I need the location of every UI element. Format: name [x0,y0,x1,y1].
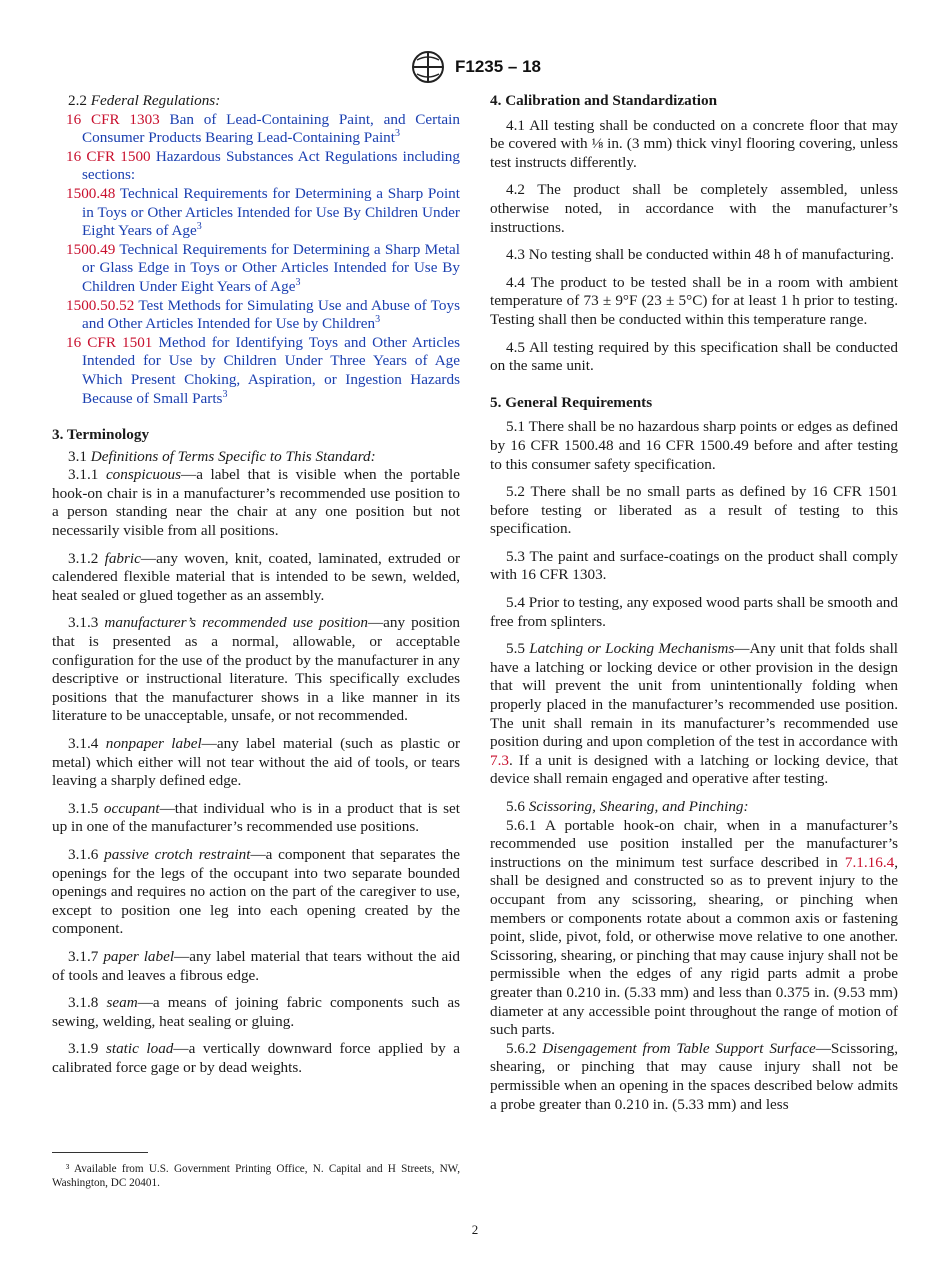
paragraph-4-4: 4.4 The product to be tested shall be in a room with ambient temperature of 73 ± 9°F (23 ± 5°C) for at least 1 h prior to testing. Testing shall then be conducted within this temperature range. [490,273,898,328]
section-3-1: 3.1 Definitions of Terms Specific to This Standard: [68,447,376,465]
definition-item: 3.1.5 occupant—that individual who is in a product that is set up in one of the manufacturer’s recommended use positions. [52,799,461,836]
definition-item: 3.1.9 static load—a vertically downward force applied by a calibrated force gage or by dead weights. [52,1040,460,1076]
paragraph-5-6-1: 5.6.1 A portable hook-on chair, when in a manufacturer’s recommended use position installed per the manufacturer’s instructions on the minimum test surface described in 7.1.16.4, shall be designed and constructed so as to prevent injury to the occupant from any scissoring, shearing, or pinching when members or components rotate about a common axis or fastening point, slide, pivot, fold, or otherwise move relative to one another. Scissoring, shearing, or pinching that may cause injury shall not be permissible when the edges of any rigid parts admit a probe greater than 0.210 in. (5.33 mm) and less than 0.375 in. (9.53 mm) diameter at any accessible point throughout the range of motion of such parts. [490,816,898,1039]
regulations-list [52,111,460,409]
paragraph-4-3: 4.3 No testing shall be conducted within 48 h of manufacturing. [506,246,895,264]
regulation-item[interactable]: 16 CFR 1501 Method for Identifying Toys and Other Articles Intended for Use by Children Under Three Years of Age Which Present Choking, Aspiration, or Ingestion Hazards Because of Small Parts$^3$ [66,333,460,407]
regulation-item[interactable]: 16 CFR 1303 Ban of Lead-Containing Paint, and Certain Consumer Products Bearing Lead-Containing Paint$^3$ [66,110,460,147]
astm-logo-icon [409,50,447,84]
paragraph-5-6-2: 5.6.2 Disengagement from Table Support Surface—Scissoring, shearing, or pinching that may cause injury shall not be permissible when an opening in the spaces described below admits a probe greater than 0.210 in. (5.33 mm) and less [490,1039,899,1113]
regulation-item[interactable]: 16 CFR 1500 Hazardous Substances Act Regulations including sections: [66,147,460,184]
left-column [52,92,460,1078]
paragraph-5-2: 5.2 There shall be no small parts as defined by 16 CFR 1501 before testing or liberated as a result of testing to this specification. [490,483,898,538]
paragraph-5-4: 5.4 Prior to testing, any exposed wood parts shall be smooth and free from splinters. [490,594,898,630]
paragraph-4-2: 4.2 The product shall be completely assembled, unless otherwise noted, in accordance with the manufacturer’s instructions. [490,181,898,236]
definition-item: 3.1.7 paper label—any label material that tears without the aid of tools and leaves a fibrous edge. [52,947,461,984]
definition-item: 3.1.1 conspicuous—a label that is visible when the portable hook-on chair is in a manufacturer’s recommended use position to a person standing near the chair at any one position but not necessarily visible from all positions. [52,466,460,540]
paragraph-5-5: 5.5 Latching or Locking Mechanisms—Any unit that folds shall have a latching or locking device or other provision in the design that will prevent the unit from unintentionally folding when properly placed in the manufacturer’s recommended use position. The unit shall remain in its manufacturer’s recommended use position during and upon completion of the test in accordance with 7.3. If a unit is designed with a latching or locking device, that device shall remain engaged and operative after testing. [490,640,899,788]
definition-item: 3.1.4 nonpaper label—any label material (such as plastic or metal) which either will not tear without the aid of tools, or tears leaving a sharply defined edge. [52,735,460,790]
page-number: 2 [471,1222,479,1237]
document-id: F1235 – 18 [454,57,541,76]
definition-item: 3.1.2 fabric—any woven, knit, coated, laminated, extruded or calendered flexible material that is intended to be sewn, welded, heat sealed or glued together as an assembly. [52,549,461,604]
definition-item: 3.1.6 passive crotch restraint—a component that separates the openings for the legs of the occupant into two separate bounded openings and requires no action on the part of the caregiver to use, except to position one leg into each opening created by the component. [52,845,461,938]
regulation-item[interactable]: 1500.48 Technical Requirements for Determining a Sharp Point in Toys or Other Articles Intended for Use By Children Under Eight Years of Age$^3$ [66,184,460,240]
section-2-2: 2.2 Federal Regulations: [68,92,221,109]
definition-item: 3.1.8 seam—a means of joining fabric components such as sewing, welding, heat sealing or gluing. [52,994,460,1030]
definition-item: 3.1.3 manufacturer’s recommended use position—any position that is presented as a normal, allowable, or acceptable configuration for the use of the product by the manufacturer in any descriptive or instructional literature. This specifically excludes positions that the manufacturer shows in a like manner in its literature to be unacceptable, unsafe, or not recommended. [52,614,461,725]
section-5-heading: 5. General Requirements [490,393,653,411]
paragraph-5-6: 5.6 Scissoring, Shearing, and Pinching: [506,798,749,815]
footnote-divider [52,1152,148,1153]
footnote: ³ Available from U.S. Government Printing Office, N. Capital and H Streets, NW, Washington, DC 20401. [52,1163,460,1189]
paragraph-5-3: 5.3 The paint and surface-coatings on the product shall comply with 16 CFR 1303. [490,547,898,584]
section-4-heading: 4. Calibration and Standardization [490,92,718,109]
section-link-7-3[interactable]: 7.3 [490,751,509,769]
paragraph-4-1: 4.1 All testing shall be conducted on a concrete floor that may be covered with ⅛ in. (3 mm) thick vinyl flooring covering, unless test instructs differently. [490,116,898,171]
paragraph-5-1: 5.1 There shall be no hazardous sharp points or edges as defined by 16 CFR 1500.48 and 16 CFR 1500.49 before and after testing to this consumer safety specification. [490,418,898,473]
right-column [490,92,898,1114]
section-link-7-1-16-4[interactable]: 7.1.16.4 [844,853,895,871]
paragraph-4-5: 4.5 All testing required by this specification shall be conducted on the same unit. [490,338,898,375]
section-3-heading: 3. Terminology [52,426,150,444]
regulation-item[interactable]: 1500.50.52 Test Methods for Simulating Use and Abuse of Toys and Other Articles Intended for Use by Children$^3$ [66,296,460,333]
page-header [0,50,950,84]
regulation-item[interactable]: 1500.49 Technical Requirements for Determining a Sharp Metal or Glass Edge in Toys or Other Articles Intended for Use By Children Under Eight Years of Age$^3$ [66,240,460,295]
